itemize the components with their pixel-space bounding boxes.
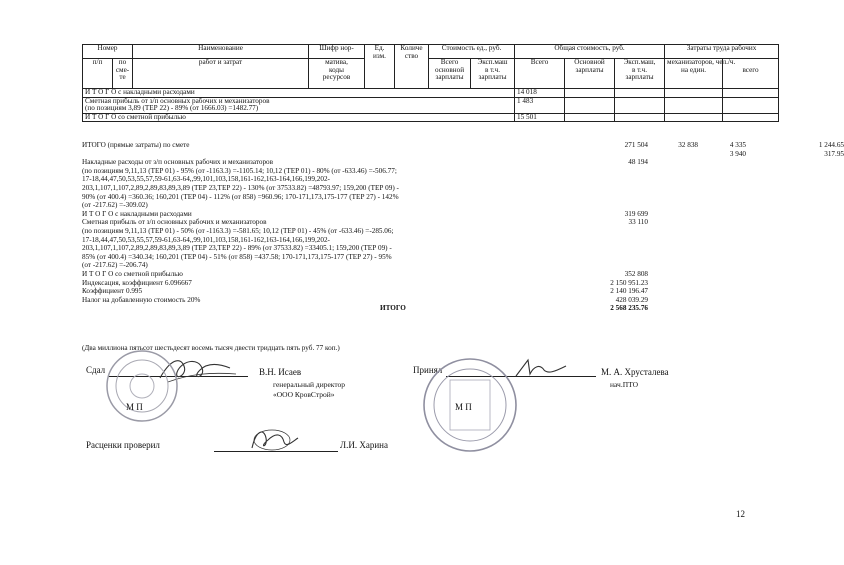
- profit-detail: 203,1,107,1,107,2,89,2,89,83,89,3,89 (ТЕР 23,ТЕР 22) - 89% (от 37533.82) =33405.1; 159,200 (ТЕР 09) -: [82, 244, 392, 253]
- hdr-pp: п/п: [83, 59, 113, 89]
- table-row: (по позициям 3,89 (ТЕР 22) - 89% (от 1666.03) =1482.77): [83, 105, 779, 113]
- hdr-unit: Ед. изм.: [365, 45, 395, 89]
- stamp-place-2: М П: [455, 402, 472, 412]
- company-stamp-icon: [104, 348, 180, 424]
- received-name: М. А. Хрусталева: [601, 367, 669, 377]
- table-row: Сметная прибыль от з/п основных рабочих и механизаторов 1 483: [83, 97, 779, 105]
- overhead-detail: 203,1,107,1,107,2,89,2,89,83,89,3,89 (ТЕР 23,ТЕР 22) - 130% (от 37533.82) =48793.97; 159,200 (ТЕР 09) -: [82, 183, 399, 192]
- hdr-total-cost: Общая стоимость, руб.: [515, 45, 665, 59]
- hdr-labor-unit: механизаторов, чел./ч. на един.: [665, 59, 723, 89]
- stamp-place-1: М П: [126, 402, 143, 412]
- direct-costs-row-2: 3 940 317.95: [729, 149, 844, 158]
- hdr-tc-mach: Эксп.маш, в т.ч. зарплаты: [615, 59, 665, 89]
- with-profit-row: И Т О Г О со сметной прибылью 352 808: [82, 269, 648, 278]
- hdr-uc-total: Всего основной зарплаты: [429, 59, 471, 89]
- amount-in-words: (Два миллиона пятьсот шестьдесят восемь тысяч двести тридцать пять руб. 77 коп.): [82, 344, 340, 352]
- overhead-detail: 90% (от 400.4) =360.36; 160,201 (ТЕР 04) - 112% (от 858) =960.96; 170-171,173,175-177 (ТЕР 27) - 142%: [82, 192, 399, 201]
- hdr-name2: работ и затрат: [133, 59, 309, 89]
- profit-detail: 85% (от 400.4) =340.34; 160,201 (ТЕР 04) - 51% (от 858) =437.58; 170-171,173,175-177 (ТЕР 27) - 95%: [82, 252, 392, 261]
- page-number: 12: [736, 509, 745, 519]
- hdr-qty: Количе ство: [395, 45, 429, 89]
- profit-detail: (по позициям 9,11,13 (ТЕР 01) - 50% (от -1163.3) =-581.65; 10,12 (ТЕР 01) - 45% (от -633.46) =-285.06;: [82, 226, 394, 235]
- checked-label: Расценки проверил: [86, 440, 160, 450]
- with-overhead-row: И Т О Г О с накладными расходами 319 699: [82, 209, 648, 218]
- overhead-detail: 17-18,44,47,50,53,55,57,59-61,63-64,,99,101,103,158,161-162,163-164,166,199,202-: [82, 175, 330, 184]
- handed-name: В.Н. Исаев: [259, 367, 302, 377]
- hdr-number: Номер: [83, 45, 133, 59]
- checked-name: Л.И. Харина: [340, 440, 388, 450]
- hdr-tc-base: Основной зарплаты: [565, 59, 615, 89]
- hdr-po: по сме- те: [113, 59, 133, 89]
- handed-label: Сдал: [86, 365, 106, 375]
- overhead-row: Накладные расходы от з/п основных рабочих и механизаторов 48 194: [82, 158, 648, 167]
- summary-block: [82, 141, 844, 313]
- overhead-detail: (от -217.62) =-309.02): [82, 201, 148, 210]
- received-title: нач.ПТО: [610, 380, 639, 389]
- hdr-uc-mach: Эксп.маш в т.ч. зарплаты: [471, 59, 515, 89]
- estimate-table: [82, 44, 779, 122]
- index-row: Индексация, коэффициент 6.096667 2 150 951.23: [82, 278, 648, 287]
- hdr-code: Шифр нор-: [309, 45, 365, 59]
- table-row: И Т О Г О с накладными расходами 14 018: [83, 89, 779, 98]
- hdr-name: Наименование: [133, 45, 309, 59]
- coef-row: Коэффициент 0.995 2 140 196.47: [82, 287, 648, 296]
- received-label: Принял: [413, 365, 443, 375]
- handed-org: «ООО КровСтрой»: [273, 390, 335, 399]
- direct-costs-row: ИТОГО (прямые затраты) по смете 271 504 32 838 4 335 1 244.65: [82, 141, 844, 149]
- hdr-code-rest: матива, коды ресурсов: [309, 59, 365, 89]
- profit-detail: (от -217.62) =-206.74): [82, 261, 148, 270]
- grand-total-row: ИТОГО 2 568 235.76: [380, 304, 648, 313]
- hdr-tc-total: Всего: [515, 59, 565, 89]
- overhead-detail: (по позициям 9,11,13 (ТЕР 01) - 95% (от -1163.3) =-1105.14; 10,12 (ТЕР 01) - 80% (от -633.46) =-506.77;: [82, 166, 397, 175]
- hdr-labor: Затраты труда рабочих: [665, 45, 779, 59]
- profit-detail: 17-18,44,47,50,53,55,57,59-61,63-64,,99,101,103,158,161-162,163-164,166,199,202-: [82, 235, 330, 244]
- handed-title: генеральный директор: [273, 380, 346, 389]
- hdr-unit-cost: Стоимость ед., руб.: [429, 45, 515, 59]
- table-row: И Т О Г О со сметной прибылью 15 501: [83, 113, 779, 122]
- vat-row: Налог на добавленную стоимость 20% 428 039.29: [82, 295, 648, 304]
- profit-row: Сметная прибыль от з/п основных рабочих и механизаторов 33 110: [82, 218, 648, 227]
- checked-signature: [246, 424, 302, 454]
- hdr-labor-total: всего: [723, 59, 779, 89]
